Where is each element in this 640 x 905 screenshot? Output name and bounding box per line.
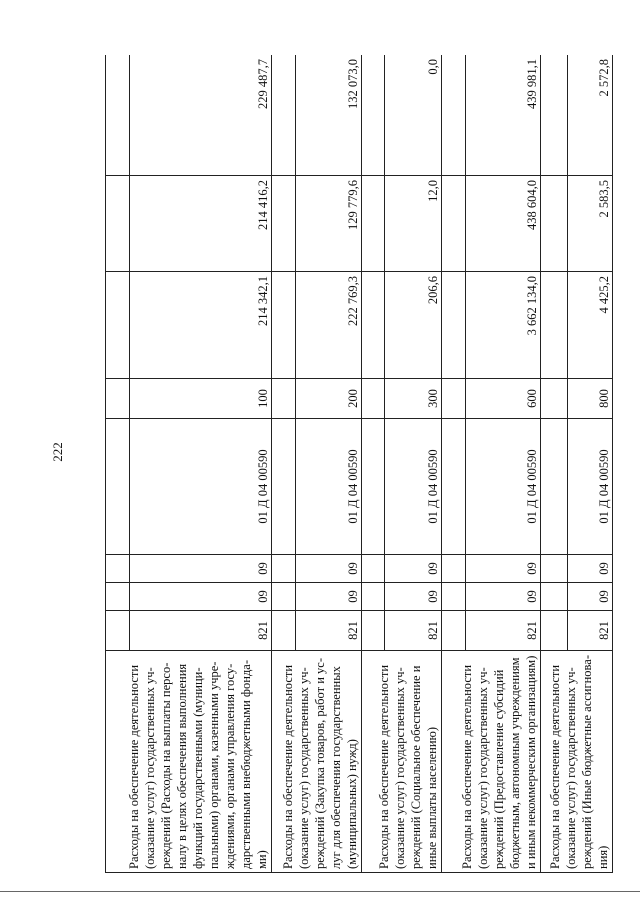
expense-type-code: 200 xyxy=(295,379,361,419)
expense-description: Расходы на обеспечение деятельности (оказание услуг) государственных уч-реждений (Предоставление субсидий бюджетным, автономным учреждениям и иным некоммерческим организациям) xyxy=(441,651,541,873)
expense-type-code: 100 xyxy=(129,379,271,419)
ministry-code: 821 xyxy=(567,611,612,651)
amount-year-3: 2 572,8 xyxy=(567,55,612,176)
budget-table-region xyxy=(105,55,613,873)
expense-description: Расходы на обеспечение деятельности (оказание услуг) государственных уч-реждений (Иные бюджетные ассигнова-ния) xyxy=(541,651,613,873)
amount-year-1: 4 425,2 xyxy=(567,272,612,379)
section-code: 09 xyxy=(465,583,541,611)
amount-year-1: 222 769,3 xyxy=(295,272,361,379)
ministry-code: 821 xyxy=(295,611,361,651)
ministry-code: 821 xyxy=(129,611,271,651)
amount-year-2: 214 416,2 xyxy=(129,176,271,272)
page-bottom-rule xyxy=(0,891,640,892)
section-code: 09 xyxy=(295,583,361,611)
subsection-code: 09 xyxy=(567,555,612,583)
amount-year-1: 214 342,1 xyxy=(129,272,271,379)
target-article-code: 01 Д 04 00590 xyxy=(295,419,361,555)
target-article-code: 01 Д 04 00590 xyxy=(385,419,441,555)
table-row xyxy=(271,55,295,873)
expense-description: Расходы на обеспечение деятельности (оказание услуг) государственных уч-реждений (Социальное обеспечение и иные выплаты населению) xyxy=(361,651,441,873)
subsection-code: 09 xyxy=(129,555,271,583)
amount-year-1: 3 662 134,0 xyxy=(465,272,541,379)
expense-description: Расходы на обеспечение деятельности (оказание услуг) государственных уч-реждений (Расходы на выплаты персо-налу в целях обеспечения выполнения функций государственными (муници-пальными) органами, казенными учре-ждениями, органами управления госу-дарственными внебюджетными фонда-ми) xyxy=(106,651,272,873)
amount-year-2: 12,0 xyxy=(385,176,441,272)
amount-year-2: 2 583,5 xyxy=(567,176,612,272)
page-number: 222 xyxy=(50,442,65,462)
amount-year-2: 129 779,6 xyxy=(295,176,361,272)
amount-year-3: 132 073,0 xyxy=(295,55,361,176)
target-article-code: 01 Д 04 00590 xyxy=(129,419,271,555)
table-row xyxy=(441,55,465,873)
expense-type-code: 800 xyxy=(567,379,612,419)
expense-description: Расходы на обеспечение деятельности (оказание услуг) государственных уч-реждений (Закупка товаров, работ и ус-луг для обеспечения государственных (муниципальных) нужд) xyxy=(271,651,361,873)
subsection-code: 09 xyxy=(465,555,541,583)
subsection-code: 09 xyxy=(295,555,361,583)
subsection-code: 09 xyxy=(385,555,441,583)
table-row xyxy=(541,55,567,873)
amount-year-3: 0,0 xyxy=(385,55,441,176)
amount-year-3: 439 981,1 xyxy=(465,55,541,176)
expense-type-code: 600 xyxy=(465,379,541,419)
section-code: 09 xyxy=(567,583,612,611)
expense-type-code: 300 xyxy=(385,379,441,419)
amount-year-3: 229 487,7 xyxy=(129,55,271,176)
budget-table xyxy=(105,55,613,873)
target-article-code: 01 Д 04 00590 xyxy=(465,419,541,555)
amount-year-1: 206,6 xyxy=(385,272,441,379)
target-article-code: 01 Д 04 00590 xyxy=(567,419,612,555)
ministry-code: 821 xyxy=(385,611,441,651)
section-code: 09 xyxy=(385,583,441,611)
section-code: 09 xyxy=(129,583,271,611)
table-row xyxy=(106,55,130,873)
table-row xyxy=(361,55,385,873)
amount-year-2: 438 604,0 xyxy=(465,176,541,272)
ministry-code: 821 xyxy=(465,611,541,651)
